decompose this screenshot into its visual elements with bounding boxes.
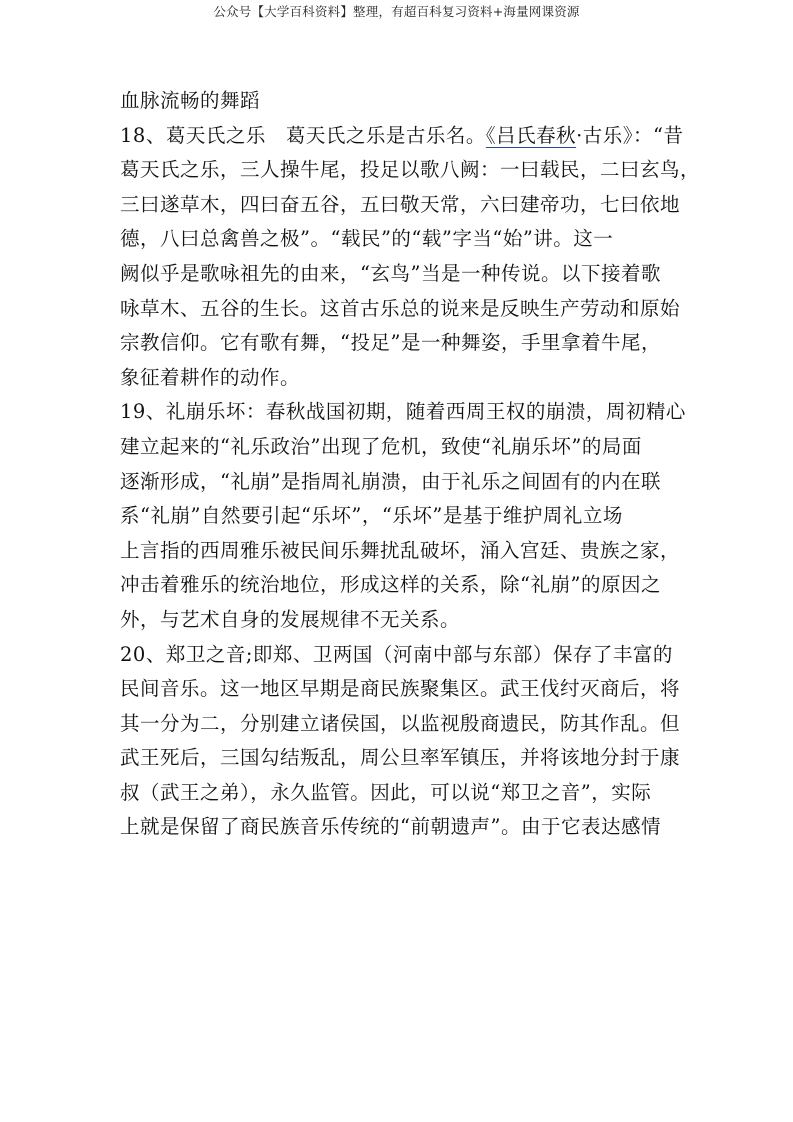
text-line: 建立起来的“礼乐政治”出现了危机，致使“礼崩乐坏”的局面 [120, 434, 642, 458]
page-header: 公众号【大学百科资料】整理，有超百科复习资料+海量网课资源 [213, 4, 580, 19]
text-line: 血脉流畅的舞蹈 [120, 89, 261, 112]
text-segment: 18、葛天氏之乐 葛天氏之乐是古乐名。 [120, 123, 486, 147]
text-line: 其一分为二，分别建立诸侯国，以监视殷商遗民，防其作乱。但 [120, 711, 681, 735]
text-line: 葛天氏之乐，三人操牛尾，投足以歌八阙：一曰载民，二曰玄鸟， [120, 158, 701, 182]
text-line: 20、郑卫之音;即郑、卫两国（河南中部与东部）保存了丰富的 [120, 642, 673, 666]
text-line-with-citation [120, 119, 684, 154]
text-segment: ·古乐》：“昔 [576, 123, 684, 147]
book-title-link[interactable]: 《吕氏春秋 [485, 123, 577, 147]
text-line: 象征着耕作的动作。 [120, 365, 301, 389]
text-line: 外，与艺术自身的发展规律不无关系。 [120, 607, 461, 631]
text-line: 德，八曰总禽兽之极”。“载民”的“载”字当“始”讲。这一 [120, 227, 614, 251]
text-line: 武王死后，三国勾结叛乱，周公旦率军镇压，并将该地分封于康 [120, 746, 681, 770]
text-line: 系“礼崩”自然要引起“乐坏”，“乐坏”是基于维护周礼立场 [120, 504, 623, 528]
text-line: 阙似乎是歌咏祖先的由来，“玄鸟”当是一种传说。以下接着歌 [120, 261, 661, 285]
text-line: 冲击着雅乐的统治地位，形成这样的关系，除“礼崩”的原因之 [120, 573, 661, 597]
text-line: 叔（武王之弟），永久监管。因此，可以说“郑卫之音”，实际 [120, 780, 652, 804]
text-line: 民间音乐。这一地区早期是商民族聚集区。武王伐纣灭商后，将 [120, 677, 681, 701]
text-line: 三曰遂草木，四曰奋五谷，五曰敬天常，六曰建帝功，七曰依地 [120, 192, 681, 216]
text-line: 19、礼崩乐坏：春秋战国初期，随着西周王权的崩溃，周初精心 [120, 400, 686, 424]
text-line: 上言指的西周雅乐被民间乐舞扰乱破坏，涌入宫廷、贵族之家， [120, 538, 681, 562]
text-line: 宗教信仰。它有歌有舞，“投足”是一种舞姿，手里拿着牛尾， [120, 331, 661, 355]
text-line: 逐渐形成，“礼崩”是指周礼崩溃，由于礼乐之间固有的内在联 [120, 469, 661, 493]
text-line: 咏草木、五谷的生长。这首古乐总的说来是反映生产劳动和原始 [120, 296, 681, 320]
text-line: 上就是保留了商民族音乐传统的“前朝遗声”。由于它表达感情 [120, 815, 661, 839]
document-body [120, 84, 701, 845]
